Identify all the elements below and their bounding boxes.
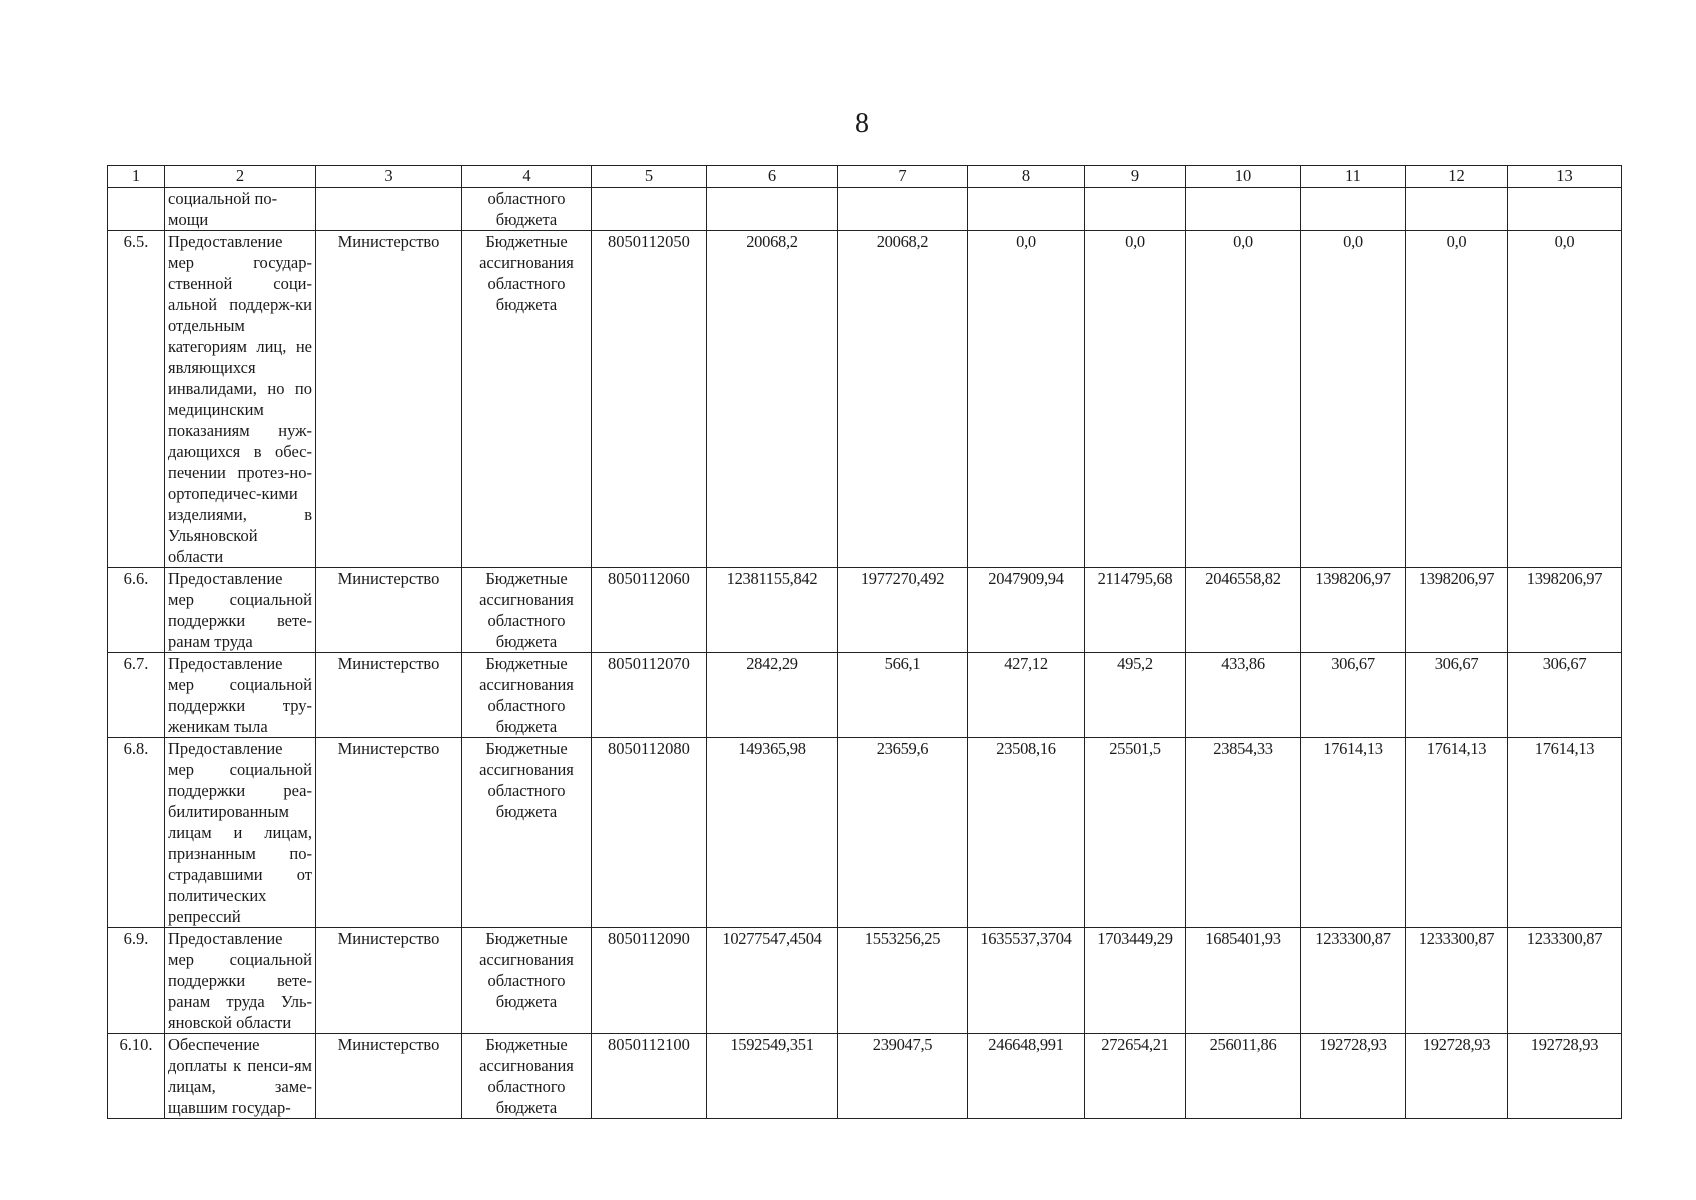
amount-cell	[1186, 188, 1301, 231]
table-header	[108, 166, 1622, 188]
funding-source-cell: Бюджетные ассигнования областного бюджета	[462, 738, 592, 928]
amount-cell: 0,0	[1085, 231, 1186, 568]
amount-cell: 433,86	[1186, 653, 1301, 738]
column-header-13: 13	[1508, 166, 1622, 188]
amount-cell: 427,12	[968, 653, 1085, 738]
amount-cell: 10277547,4504	[707, 928, 838, 1034]
amount-cell: 0,0	[1186, 231, 1301, 568]
measure-name-cell: Предоставление мер социальной поддержки вете-ранам труда	[165, 568, 316, 653]
table-body	[108, 188, 1622, 1119]
amount-cell: 149365,98	[707, 738, 838, 928]
table-row	[108, 928, 1622, 1034]
table-row	[108, 188, 1622, 231]
executor-cell: Министерство	[316, 928, 462, 1034]
amount-cell	[1406, 188, 1508, 231]
table-row	[108, 653, 1622, 738]
amount-cell: 17614,13	[1406, 738, 1508, 928]
amount-cell: 566,1	[838, 653, 968, 738]
amount-cell: 1553256,25	[838, 928, 968, 1034]
amount-cell: 192728,93	[1406, 1034, 1508, 1119]
header-row	[108, 166, 1622, 188]
amount-cell: 306,67	[1508, 653, 1622, 738]
amount-cell: 0,0	[1406, 231, 1508, 568]
budget-code-cell: 8050112050	[592, 231, 707, 568]
column-header-12: 12	[1406, 166, 1508, 188]
measure-name-cell: Обеспечение доплаты к пенси-ям лицам, заме-щавшим государ-	[165, 1034, 316, 1119]
budget-code-cell: 8050112090	[592, 928, 707, 1034]
column-header-1: 1	[108, 166, 165, 188]
executor-cell: Министерство	[316, 568, 462, 653]
executor-cell	[316, 188, 462, 231]
funding-source-cell: Бюджетные ассигнования областного бюджета	[462, 928, 592, 1034]
amount-cell: 23659,6	[838, 738, 968, 928]
amount-cell: 0,0	[1301, 231, 1406, 568]
amount-cell: 192728,93	[1508, 1034, 1622, 1119]
column-header-6: 6	[707, 166, 838, 188]
amount-cell: 17614,13	[1508, 738, 1622, 928]
amount-cell: 256011,86	[1186, 1034, 1301, 1119]
amount-cell: 1233300,87	[1508, 928, 1622, 1034]
measure-name-cell: социальной по- мощи	[165, 188, 316, 231]
row-number-cell: 6.10.	[108, 1034, 165, 1119]
amount-cell: 17614,13	[1301, 738, 1406, 928]
amount-cell	[707, 188, 838, 231]
column-header-4: 4	[462, 166, 592, 188]
amount-cell: 495,2	[1085, 653, 1186, 738]
column-header-5: 5	[592, 166, 707, 188]
amount-cell: 2047909,94	[968, 568, 1085, 653]
executor-cell: Министерство	[316, 653, 462, 738]
amount-cell: 1398206,97	[1508, 568, 1622, 653]
row-number-cell: 6.8.	[108, 738, 165, 928]
executor-cell: Министерство	[316, 738, 462, 928]
measure-name-cell: Предоставление мер социальной поддержки тру-женикам тыла	[165, 653, 316, 738]
column-header-3: 3	[316, 166, 462, 188]
row-number-cell: 6.6.	[108, 568, 165, 653]
measure-name-cell: Предоставление мер социальной поддержки реа-билитированным лицам и лицам, признанным по-страдавшими от политических репрессий	[165, 738, 316, 928]
budget-code-cell	[592, 188, 707, 231]
amount-cell: 2842,29	[707, 653, 838, 738]
executor-cell: Министерство	[316, 231, 462, 568]
budget-table	[107, 165, 1622, 1119]
amount-cell: 20068,2	[707, 231, 838, 568]
amount-cell: 25501,5	[1085, 738, 1186, 928]
amount-cell	[1301, 188, 1406, 231]
amount-cell: 23508,16	[968, 738, 1085, 928]
funding-source-cell: Бюджетные ассигнования областного бюджета	[462, 653, 592, 738]
row-number-cell	[108, 188, 165, 231]
amount-cell: 1635537,3704	[968, 928, 1085, 1034]
budget-code-cell: 8050112100	[592, 1034, 707, 1119]
amount-cell	[968, 188, 1085, 231]
amount-cell: 1977270,492	[838, 568, 968, 653]
measure-name-cell: Предоставление мер социальной поддержки вете-ранам труда Уль-яновской области	[165, 928, 316, 1034]
amount-cell: 1233300,87	[1406, 928, 1508, 1034]
amount-cell: 1398206,97	[1406, 568, 1508, 653]
table-row	[108, 1034, 1622, 1119]
table-row	[108, 231, 1622, 568]
column-header-2: 2	[165, 166, 316, 188]
funding-source-cell: областного бюджета	[462, 188, 592, 231]
row-number-cell: 6.9.	[108, 928, 165, 1034]
amount-cell: 2046558,82	[1186, 568, 1301, 653]
column-header-10: 10	[1186, 166, 1301, 188]
column-header-11: 11	[1301, 166, 1406, 188]
amount-cell: 0,0	[1508, 231, 1622, 568]
column-header-7: 7	[838, 166, 968, 188]
executor-cell: Министерство	[316, 1034, 462, 1119]
amount-cell: 306,67	[1406, 653, 1508, 738]
amount-cell: 239047,5	[838, 1034, 968, 1119]
funding-source-cell: Бюджетные ассигнования областного бюджета	[462, 1034, 592, 1119]
amount-cell: 12381155,842	[707, 568, 838, 653]
page-number: 8	[855, 108, 869, 139]
column-header-8: 8	[968, 166, 1085, 188]
budget-code-cell: 8050112070	[592, 653, 707, 738]
amount-cell	[838, 188, 968, 231]
table-row	[108, 568, 1622, 653]
amount-cell: 1685401,93	[1186, 928, 1301, 1034]
column-header-9: 9	[1085, 166, 1186, 188]
amount-cell: 272654,21	[1085, 1034, 1186, 1119]
amount-cell	[1508, 188, 1622, 231]
amount-cell: 23854,33	[1186, 738, 1301, 928]
row-number-cell: 6.7.	[108, 653, 165, 738]
amount-cell: 1592549,351	[707, 1034, 838, 1119]
amount-cell: 192728,93	[1301, 1034, 1406, 1119]
budget-code-cell: 8050112060	[592, 568, 707, 653]
row-number-cell: 6.5.	[108, 231, 165, 568]
amount-cell: 306,67	[1301, 653, 1406, 738]
amount-cell: 0,0	[968, 231, 1085, 568]
budget-code-cell: 8050112080	[592, 738, 707, 928]
amount-cell: 1398206,97	[1301, 568, 1406, 653]
amount-cell	[1085, 188, 1186, 231]
amount-cell: 20068,2	[838, 231, 968, 568]
measure-name-cell: Предоставление мер государ-ственной соци-альной поддерж-ки отдельным категориям лиц, не являющихся инвалидами, но по медицинским показаниям нуж-дающихся в обес-печении протез-но-ортопедичес-кими изделиями, в Ульяновской области	[165, 231, 316, 568]
amount-cell: 1703449,29	[1085, 928, 1186, 1034]
funding-source-cell: Бюджетные ассигнования областного бюджета	[462, 231, 592, 568]
funding-source-cell: Бюджетные ассигнования областного бюджета	[462, 568, 592, 653]
amount-cell: 246648,991	[968, 1034, 1085, 1119]
table-row	[108, 738, 1622, 928]
amount-cell: 1233300,87	[1301, 928, 1406, 1034]
amount-cell: 2114795,68	[1085, 568, 1186, 653]
